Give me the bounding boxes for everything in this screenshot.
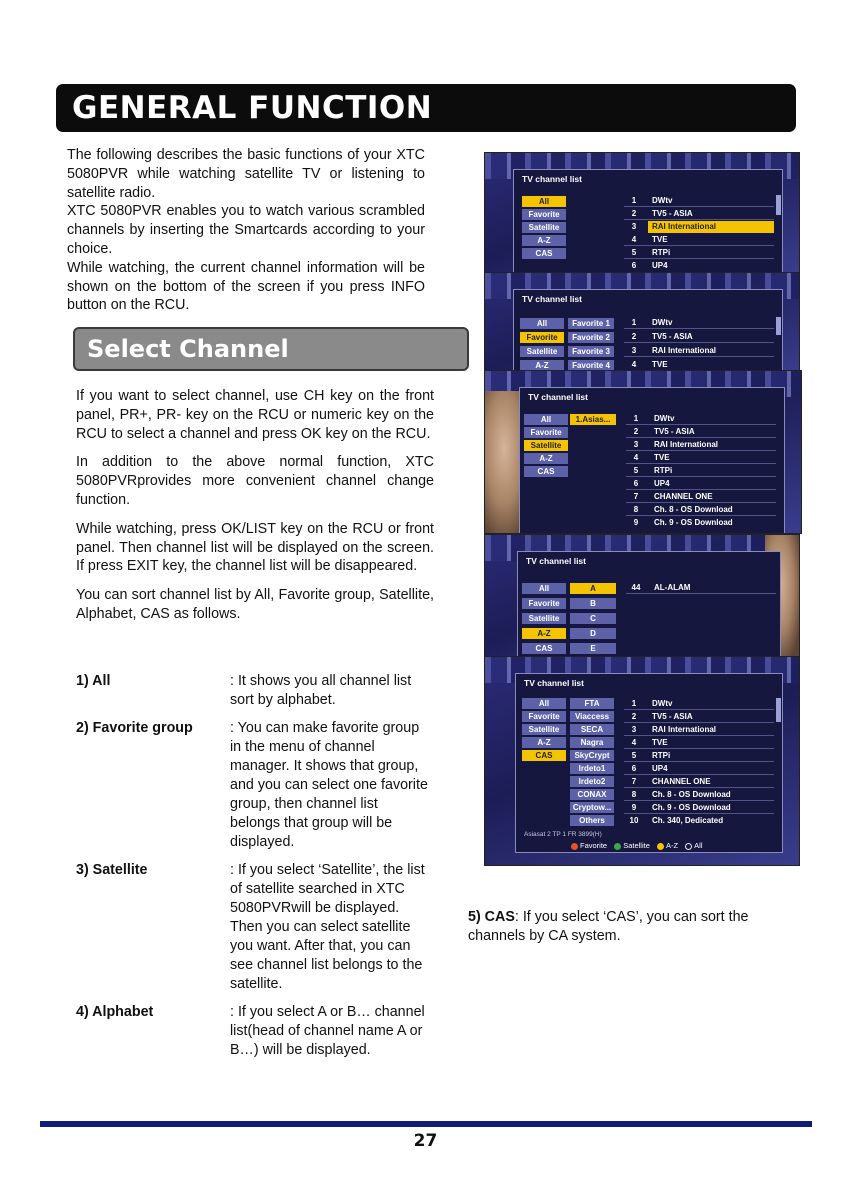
channel-list-panel	[513, 169, 783, 274]
channel-number: 5	[631, 751, 637, 760]
row-divider	[624, 800, 774, 801]
channel-row[interactable]	[624, 247, 774, 259]
channel-list-panel	[515, 673, 783, 853]
letter-option[interactable]: C	[570, 613, 616, 624]
category-all[interactable]: All	[520, 318, 564, 329]
sort-term: 4) Alphabet	[76, 1004, 154, 1020]
category-all[interactable]: All	[524, 414, 568, 425]
row-divider	[626, 476, 776, 477]
cas-system-option[interactable]: Nagra	[570, 737, 614, 748]
favorite-group[interactable]: Favorite 1	[568, 318, 614, 329]
channel-row[interactable]	[626, 439, 776, 451]
channel-name: DWtv	[652, 318, 673, 327]
letter-option[interactable]: E	[570, 643, 616, 654]
cas-system-option[interactable]: Others	[570, 815, 614, 826]
channel-name: RAI International	[652, 346, 717, 355]
channel-row[interactable]	[626, 504, 776, 516]
category-a-z[interactable]: A-Z	[522, 235, 566, 246]
cas-system-option[interactable]: CONAX	[570, 789, 614, 800]
body-paragraph: You can sort channel list by All, Favorite group, Satellite, Alphabet, CAS as follows.	[76, 587, 434, 622]
category-all[interactable]: All	[522, 583, 566, 594]
row-divider	[624, 735, 774, 736]
row-divider	[626, 515, 776, 516]
channel-number: 1	[633, 414, 639, 423]
channel-row[interactable]	[626, 491, 776, 503]
channel-row[interactable]	[626, 452, 776, 464]
channel-row[interactable]	[624, 698, 774, 710]
tv-screenshot-cas	[484, 656, 800, 866]
category-cas[interactable]: CAS	[522, 643, 566, 654]
channel-name: TV5 - ASIA	[652, 712, 693, 721]
satellite-option[interactable]: 1.Asias...	[570, 414, 616, 425]
cas-system-option[interactable]: SkyCrypt	[570, 750, 614, 761]
channel-number: 3	[631, 222, 637, 231]
cas-desc: : If you select ‘CAS’, you can sort the channels by CA system.	[468, 909, 749, 944]
channel-row[interactable]	[624, 711, 774, 723]
channel-name: TVE	[654, 453, 670, 462]
row-divider	[624, 787, 774, 788]
channel-number: 2	[631, 209, 637, 218]
channel-number: 1	[631, 318, 637, 327]
row-divider	[626, 463, 776, 464]
sort-item-satellite	[76, 861, 436, 994]
channel-name: RTPi	[654, 466, 673, 475]
channel-row[interactable]	[624, 750, 774, 762]
channel-number: 5	[633, 466, 639, 475]
section-heading-bar	[73, 327, 469, 371]
favorite-group[interactable]: Favorite 4	[568, 360, 614, 371]
intro-paragraph: XTC 5080PVR enables you to watch various scrambled channels by inserting the Smartcards according to your choice.	[67, 203, 425, 257]
row-divider	[626, 437, 776, 438]
channel-name: Ch. 9 - OS Download	[654, 518, 733, 527]
tv-screenshot-alphabet	[484, 534, 800, 658]
footer-divider	[40, 1121, 812, 1127]
channel-name: TV5 - ASIA	[654, 427, 695, 436]
row-divider	[624, 219, 774, 220]
sort-desc: : If you select ‘Satellite’, the list of satellite searched in XTC 5080PVRwill be displayed. Then you can select satellite you want. After that, you can see channel list belongs to the satellite.	[230, 862, 425, 992]
green-key-icon	[614, 843, 621, 850]
letter-option[interactable]: D	[570, 628, 616, 639]
category-cas[interactable]: CAS	[524, 466, 568, 477]
channel-row-selected[interactable]	[624, 221, 774, 233]
cas-system-option[interactable]: Irdeto2	[570, 776, 614, 787]
channel-number: 4	[631, 235, 637, 244]
page-number: 27	[413, 1131, 438, 1151]
white-key-icon	[685, 843, 692, 850]
channel-number: 3	[633, 440, 639, 449]
row-divider	[624, 356, 774, 357]
cas-system-option[interactable]: FTA	[570, 698, 614, 709]
channel-row[interactable]	[624, 789, 774, 801]
channel-number: 8	[631, 790, 637, 799]
channel-name: TV5 - ASIA	[652, 209, 693, 218]
category-favorite[interactable]: Favorite	[520, 332, 564, 343]
channel-row[interactable]	[624, 345, 774, 357]
channel-row[interactable]	[624, 195, 774, 207]
channel-name: TVE	[652, 738, 668, 747]
category-favorite[interactable]: Favorite	[522, 209, 566, 220]
channel-row[interactable]	[624, 815, 774, 827]
red-key-icon	[571, 843, 578, 850]
category-favorite[interactable]: Favorite	[524, 427, 568, 438]
channel-number: 6	[631, 261, 637, 270]
row-divider	[624, 258, 774, 259]
channel-row[interactable]	[626, 517, 776, 529]
yellow-key-icon	[657, 843, 664, 850]
channel-name: RTPi	[652, 248, 671, 257]
cas-system-option[interactable]: Irdeto1	[570, 763, 614, 774]
color-key-legend	[571, 841, 703, 850]
channel-row[interactable]	[626, 426, 776, 438]
row-divider	[626, 593, 776, 594]
row-divider	[626, 450, 776, 451]
tv-screenshot-favorite	[484, 272, 800, 374]
row-divider	[624, 813, 774, 814]
tv-screenshot-satellite	[484, 370, 802, 534]
channel-number: 6	[631, 764, 637, 773]
channel-name: RAI International	[652, 725, 717, 734]
channel-name: DWtv	[654, 414, 675, 423]
channel-number: 9	[633, 518, 639, 527]
row-divider	[626, 489, 776, 490]
cas-system-option[interactable]: SECA	[570, 724, 614, 735]
channel-name: TVE	[652, 235, 668, 244]
legend-label: Satellite	[623, 841, 650, 850]
category-favorite[interactable]: Favorite	[522, 711, 566, 722]
channel-name: CHANNEL ONE	[652, 777, 711, 786]
channel-number: 2	[631, 712, 637, 721]
intro-paragraph: While watching, the current channel information will be shown on the bottom of the screen if you press INFO button on the RCU.	[67, 259, 425, 314]
channel-number: 7	[633, 492, 639, 501]
channel-name: Ch. 9 - OS Download	[652, 803, 731, 812]
favorite-group[interactable]: Favorite 3	[568, 346, 614, 357]
channel-row[interactable]	[624, 776, 774, 788]
category-favorite[interactable]: Favorite	[522, 598, 566, 609]
channel-number: 9	[631, 803, 637, 812]
row-divider	[624, 722, 774, 723]
channel-number: 5	[631, 248, 637, 257]
channel-name: Ch. 8 - OS Download	[654, 505, 733, 514]
body-paragraph: In addition to the above normal function, XTC 5080PVRprovides more convenient channel change function.	[76, 454, 434, 508]
row-divider	[624, 761, 774, 762]
category-cas[interactable]: CAS	[522, 750, 566, 761]
channel-number: 1	[631, 699, 637, 708]
cas-term: 5) CAS	[468, 909, 515, 925]
legend-label: All	[694, 841, 703, 850]
channel-row[interactable]	[624, 208, 774, 220]
channel-row[interactable]	[624, 737, 774, 749]
channel-name: DWtv	[652, 196, 673, 205]
sort-item-alphabet	[76, 1003, 436, 1060]
category-all[interactable]: All	[522, 698, 566, 709]
channel-row[interactable]	[624, 763, 774, 775]
channel-list-panel	[517, 551, 781, 658]
channel-name: DWtv	[652, 699, 673, 708]
category-cas[interactable]: CAS	[522, 248, 566, 259]
channel-name: Ch. 340, Dedicated	[652, 816, 724, 825]
row-divider	[624, 328, 774, 329]
sort-term: 1) All	[76, 673, 111, 689]
category-a-z[interactable]: A-Z	[524, 453, 568, 464]
channel-row[interactable]	[626, 582, 776, 594]
channel-row[interactable]	[624, 802, 774, 814]
channel-list-title: TV channel list	[524, 678, 584, 688]
channel-name: UP4	[654, 479, 670, 488]
category-a-z[interactable]: A-Z	[522, 628, 566, 639]
category-all[interactable]: All	[522, 196, 566, 207]
body-paragraph: While watching, press OK/LIST key on the RCU or front panel. Then channel list will be displayed on the screen. If press EXIT key, the channel list will be disappeared.	[76, 520, 434, 575]
header-bar	[56, 84, 796, 132]
category-satellite[interactable]: Satellite	[522, 222, 566, 233]
sort-desc: : It shows you all channel list sort by alphabet.	[230, 673, 412, 708]
channel-name: RAI International	[648, 221, 774, 233]
channel-number: 2	[633, 427, 639, 436]
channel-row[interactable]	[626, 413, 776, 425]
channel-number: 3	[631, 346, 637, 355]
row-divider	[626, 424, 776, 425]
channel-number: 1	[631, 196, 637, 205]
satellite-info: Asiasat 2 TP 1 FR 3899(H)	[524, 831, 602, 838]
channel-number: 10	[629, 816, 639, 825]
row-divider	[624, 206, 774, 207]
sort-item-all	[76, 672, 436, 710]
letter-option[interactable]: B	[570, 598, 616, 609]
row-divider	[624, 342, 774, 343]
channel-name: AL-ALAM	[654, 583, 691, 592]
cas-system-option[interactable]: Viaccess	[570, 711, 614, 722]
intro-paragraph: The following describes the basic functions of your XTC 5080PVR while watching satellite TV or listening to satellite radio.	[67, 147, 425, 201]
tv-screenshot-all	[484, 152, 800, 274]
channel-list-panel	[519, 387, 785, 534]
channel-row[interactable]	[624, 234, 774, 246]
section-title: Select Channel	[87, 335, 289, 363]
channel-number: 4	[631, 360, 637, 369]
intro-text	[67, 146, 425, 315]
scrollbar[interactable]	[776, 317, 781, 335]
letter-option[interactable]: A	[570, 583, 616, 594]
channel-number: 6	[633, 479, 639, 488]
channel-number: 3	[631, 725, 637, 734]
row-divider	[624, 774, 774, 775]
channel-name: RAI International	[654, 440, 719, 449]
channel-number: 8	[633, 505, 639, 514]
sort-term: 3) Satellite	[76, 862, 148, 878]
channel-name: TVE	[652, 360, 668, 369]
channel-list-title: TV channel list	[528, 392, 588, 402]
channel-number: 2	[631, 332, 637, 341]
row-divider	[624, 245, 774, 246]
category-satellite[interactable]: Satellite	[522, 724, 566, 735]
cas-system-option[interactable]: Cryptow...	[570, 802, 614, 813]
channel-row[interactable]	[624, 317, 774, 329]
channel-name: UP4	[652, 261, 668, 270]
sort-term: 2) Favorite group	[76, 720, 193, 736]
body-paragraph: If you want to select channel, use CH key on the front panel, PR+, PR- key on the RCU or numeric key on the RCU to select a channel and press OK key on the RCU.	[76, 388, 434, 442]
category-a-z[interactable]: A-Z	[522, 737, 566, 748]
channel-list-title: TV channel list	[522, 174, 582, 184]
row-divider	[624, 748, 774, 749]
category-satellite[interactable]: Satellite	[524, 440, 568, 451]
favorite-group[interactable]: Favorite 2	[568, 332, 614, 343]
category-a-z[interactable]: A-Z	[520, 360, 564, 371]
category-satellite[interactable]: Satellite	[522, 613, 566, 624]
select-channel-text	[76, 387, 434, 634]
channel-row[interactable]	[624, 260, 774, 272]
channel-row[interactable]	[624, 331, 774, 343]
channel-list-title: TV channel list	[522, 294, 582, 304]
channel-name: CHANNEL ONE	[654, 492, 713, 501]
channel-name: TV5 - ASIA	[652, 332, 693, 341]
channel-number: 44	[631, 583, 641, 592]
page-title: GENERAL FUNCTION	[72, 90, 433, 126]
channel-name: UP4	[652, 764, 668, 773]
channel-number: 7	[631, 777, 637, 786]
channel-number: 4	[631, 738, 637, 747]
channel-number: 4	[633, 453, 639, 462]
cas-note	[468, 908, 798, 946]
legend-label: Favorite	[580, 841, 608, 850]
channel-row[interactable]	[626, 478, 776, 490]
sort-item-favorite	[76, 719, 436, 852]
channel-name: RTPi	[652, 751, 671, 760]
channel-row[interactable]	[624, 724, 774, 736]
channel-row[interactable]	[626, 465, 776, 477]
legend-label: A-Z	[665, 841, 679, 850]
sort-options-list	[76, 672, 436, 1069]
category-satellite[interactable]: Satellite	[520, 346, 564, 357]
sort-desc: : If you select A or B… channel list(head of channel name A or B…) will be displayed.	[230, 1004, 425, 1058]
sort-desc: : You can make favorite group in the menu of channel manager. It shows that group, and you can select one favorite group, then channel list belongs that group will be displayed.	[230, 720, 428, 850]
channel-list-panel	[513, 289, 783, 374]
scrollbar[interactable]	[776, 698, 781, 722]
channel-name: Ch. 8 - OS Download	[652, 790, 731, 799]
channel-list-title: TV channel list	[526, 556, 586, 566]
row-divider	[624, 709, 774, 710]
scrollbar[interactable]	[776, 195, 781, 215]
row-divider	[626, 502, 776, 503]
